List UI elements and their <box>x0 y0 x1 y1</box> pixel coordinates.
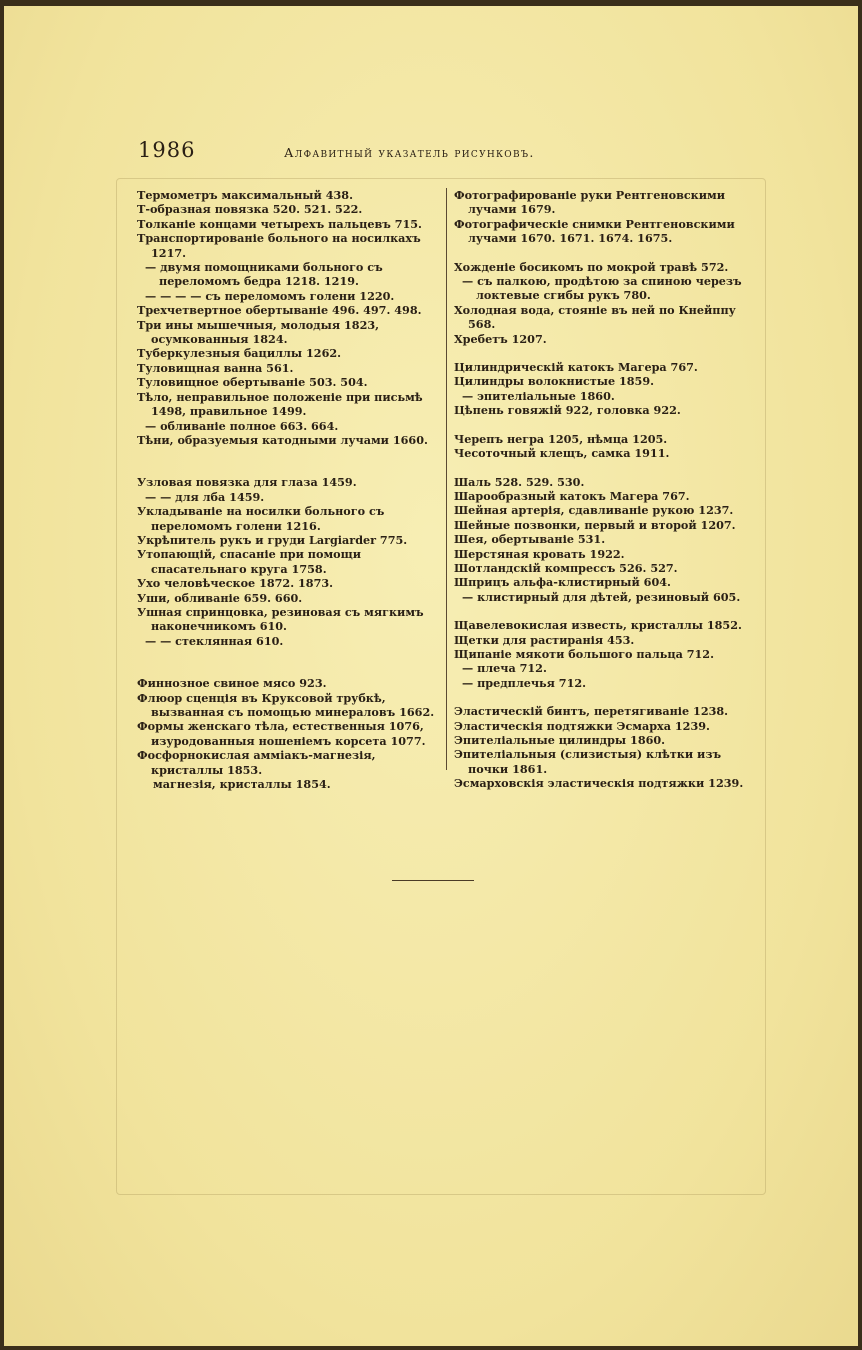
index-entry: — эпителіальные 1860. <box>462 388 615 403</box>
index-entry: Три ины мышечныя, молодыя 1823, осумкованныя 1824. <box>137 317 380 347</box>
index-entry: — — стеклянная 610. <box>145 633 284 648</box>
section-gap <box>454 690 756 704</box>
index-entry: Тѣло, неправильное положеніе при письмѣ 1498, правильное 1499. <box>137 389 423 419</box>
index-entry: Укладываніе на носилки больного съ переломомъ голени 1216. <box>137 504 385 533</box>
index-entry: — предплечья 712. <box>462 675 587 690</box>
index-entry: Узловая повязка для глаза 1459. <box>137 475 357 490</box>
index-entry: Шейная артерія, сдавливаніе рукою 1237. <box>454 503 734 518</box>
book-page <box>4 6 858 1346</box>
index-entry: Эпителіальныя (слизистыя) клѣтки изъ почки 1861. <box>454 747 722 776</box>
index-entry: Цилиндрическій катокъ Магера 767. <box>454 360 698 375</box>
index-entry: Транспортированіе больного на носилкахъ 1217. <box>137 231 421 260</box>
section-gap <box>137 447 443 461</box>
index-entry: Термометръ максимальный 438. <box>137 188 353 202</box>
index-entry: Т-образная повязка 520. 521. 522. <box>137 202 363 217</box>
section-gap <box>137 648 443 662</box>
index-entry: Утопающій, спасаніе при помощи спасательнаго круга 1758. <box>137 547 362 576</box>
section-gap <box>137 662 443 676</box>
index-entry: Фосфорнокислая аммiакъ-магнезія, кристаллы 1853. <box>137 748 376 777</box>
index-column-right <box>454 188 756 791</box>
running-title: Алфавитный указатель рисунковъ. <box>284 145 535 160</box>
index-entry: Эсмарховскія эластическія подтяжки 1239. <box>454 776 744 791</box>
end-divider <box>392 880 474 881</box>
section-gap <box>454 604 756 618</box>
index-entry: Чесоточный клещъ, самка 1911. <box>454 446 670 461</box>
index-entry: Шотландскій компрессъ 526. 527. <box>454 560 678 575</box>
index-entry: Холодная вода, стояніе въ ней по Кнейппу 568. <box>454 302 736 332</box>
index-entry: Эластическія подтяжки Эсмарха 1239. <box>454 718 710 733</box>
section-gap <box>454 418 756 432</box>
index-entry: Шерстяная кровать 1922. <box>454 546 625 561</box>
index-entry: Укрѣпитель рукъ и груди Largiarder 775. <box>137 532 408 547</box>
index-column-left <box>137 188 443 791</box>
index-entry: — съ палкою, продѣтою за спиною черезъ локтевые сгибы рукъ 780. <box>462 274 742 303</box>
index-entry: Шприцъ альфа-клистирный 604. <box>454 575 671 590</box>
index-entry: Формы женскаго тѣла, естественныя 1076, изуродованныя ношеніемъ корсета 1077. <box>137 719 426 748</box>
index-entry: Туловищное обертываніе 503. 504. <box>137 375 368 390</box>
index-entry: — — — — съ переломомъ голени 1220. <box>145 288 395 303</box>
index-entry: Шейные позвонки, первый и второй 1207. <box>454 517 736 532</box>
index-entry: — — для лба 1459. <box>145 489 265 504</box>
index-entry: Трехчетвертное обертываніе 496. 497. 498. <box>137 303 422 318</box>
index-entry: — плеча 712. <box>462 661 547 676</box>
index-entry: — клистирный для дѣтей, резиновый 605. <box>462 589 741 604</box>
index-entry: Ушная спринцовка, резиновая съ мягкимъ наконечникомъ 610. <box>137 604 424 634</box>
index-entry: Шарообразный катокъ Магера 767. <box>454 488 690 503</box>
index-entry: Хребетъ 1207. <box>454 331 547 346</box>
index-entry: Цѣпень говяжій 922, головка 922. <box>454 403 681 418</box>
section-gap <box>454 246 756 260</box>
index-entry: Толканіе концами четырехъ пальцевъ 715. <box>137 216 422 231</box>
index-entry: Туберкулезныя бациллы 1262. <box>137 346 342 361</box>
index-entry: Шаль 528. 529. 530. <box>454 474 585 489</box>
column-rule <box>446 188 447 770</box>
index-entry: Эпителіальные цилиндры 1860. <box>454 733 666 747</box>
section-gap <box>454 346 756 360</box>
index-entry: Эластическій бинтъ, перетягиваніе 1238. <box>454 704 729 719</box>
index-entry: Щипаніе мякоти большого пальца 712. <box>454 646 714 661</box>
index-entry: Фотографированіе руки Рентгеновскими лучами 1679. <box>454 188 726 217</box>
index-entry: Черепъ негра 1205, нѣмца 1205. <box>454 431 668 446</box>
index-entry: Финнозное свиное мясо 923. <box>137 676 327 691</box>
index-entry: Цилиндры волокнистые 1859. <box>454 374 655 389</box>
index-entry: Флюор сценція въ Круксовой трубкѣ, вызванная съ помощью минераловъ 1662. <box>137 690 435 719</box>
index-entry: Туловищная ванна 561. <box>137 360 294 375</box>
index-entry: Шея, обертываніе 531. <box>454 532 606 547</box>
index-entry: Тѣни, образуемыя катодными лучами 1660. <box>137 432 428 447</box>
index-entry: Щавелевокислая известь, кристаллы 1852. <box>454 618 742 633</box>
index-entry: — обливаніе полное 663. 664. <box>145 418 339 433</box>
section-gap <box>137 461 443 475</box>
index-entry: Хожденіе босикомъ по мокрой травѣ 572. <box>454 259 729 274</box>
index-entry: Щетки для растиранія 453. <box>454 632 635 647</box>
index-entry: магнезія, кристаллы 1854. <box>153 777 331 792</box>
index-entry: Ухо человѣческое 1872. 1873. <box>137 576 334 591</box>
section-gap <box>454 461 756 475</box>
page-header <box>134 138 754 168</box>
index-entry: — двумя помощниками больного съ переломомъ бедра 1218. 1219. <box>145 260 383 289</box>
index-entry: Уши, обливаніе 659. 660. <box>137 590 303 605</box>
index-entry: Фотографическіе снимки Рентгеновскими лучами 1670. 1671. 1674. 1675. <box>454 216 735 246</box>
page-number: 1986 <box>138 138 196 162</box>
